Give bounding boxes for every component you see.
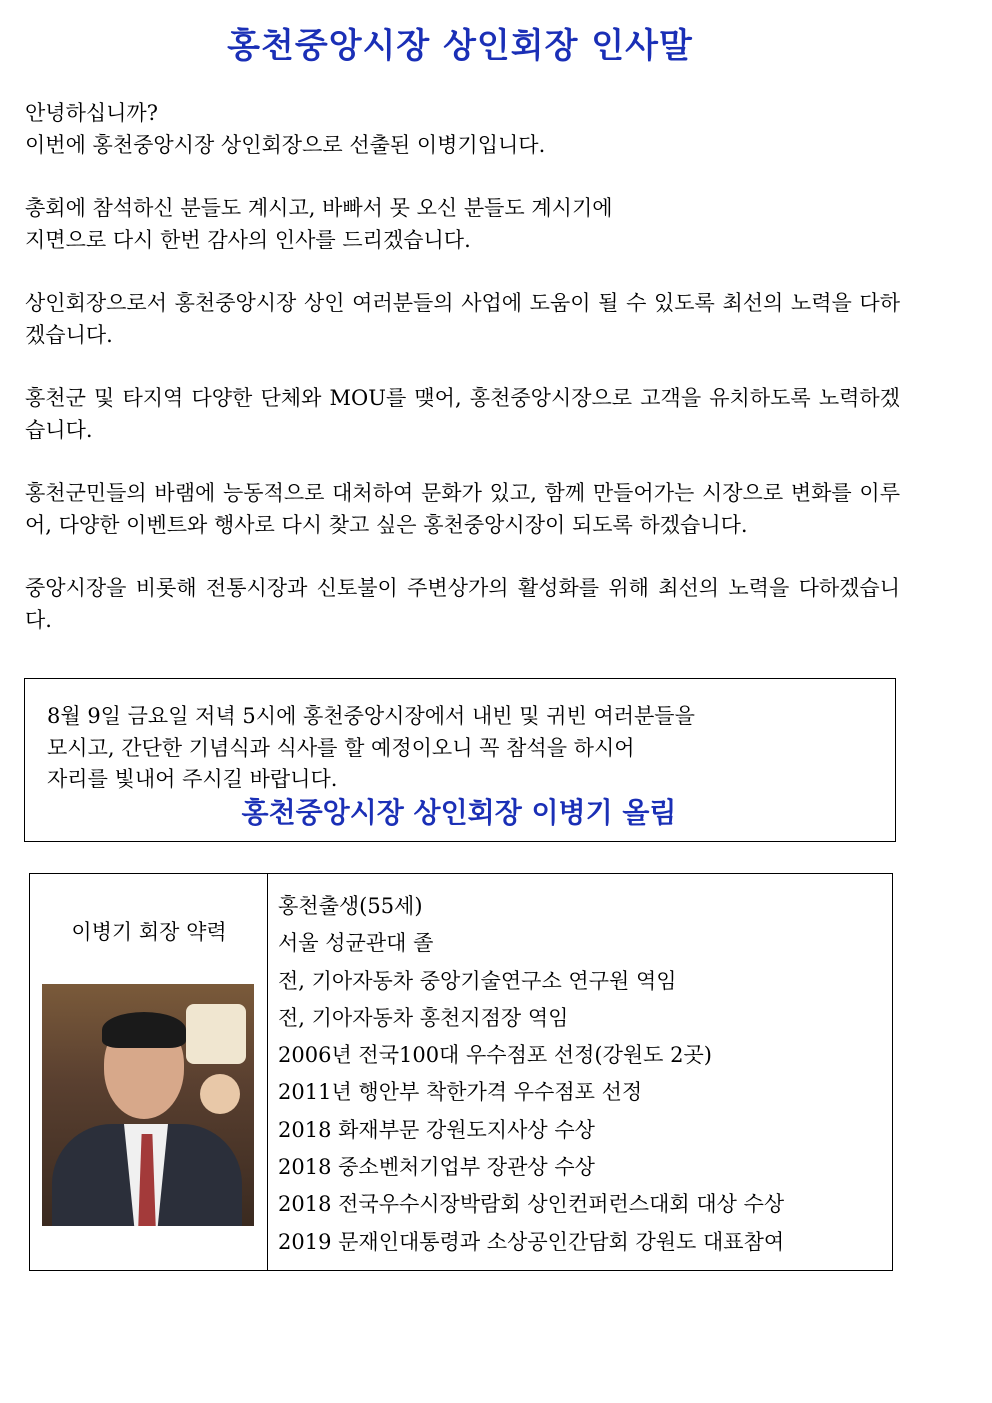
page-title: 홍천중앙시장 상인회장 인사말 bbox=[227, 26, 693, 66]
profile-heading: 이병기 회장 약력 bbox=[71, 920, 227, 944]
list-item: 2018 전국우수시장박람회 상인컨퍼런스대회 대상 수상 bbox=[278, 1192, 785, 1217]
profile-left-cell bbox=[30, 874, 268, 1270]
list-item: 2019 문재인대통령과 소상공인간담회 강원도 대표참여 bbox=[278, 1229, 785, 1254]
hair-image bbox=[102, 1012, 186, 1048]
shop-sign-image bbox=[186, 1004, 246, 1064]
invitation-box bbox=[24, 678, 896, 842]
list-item: 서울 성균관대 졸 bbox=[278, 931, 434, 956]
profile-table bbox=[29, 873, 893, 1271]
lamp-image bbox=[200, 1074, 240, 1114]
career-list bbox=[278, 888, 878, 1261]
list-item: 2018 화재부문 강원도지사상 수상 bbox=[278, 1117, 595, 1142]
greeting-body bbox=[25, 98, 900, 668]
paragraph: 중앙시장을 비롯해 전통시장과 신토불이 주변상가의 활성화를 위해 최선의 노력을 다하겠습니다. bbox=[25, 576, 900, 632]
list-item: 전, 기아자동차 중앙기술연구소 연구원 역임 bbox=[278, 968, 677, 993]
paragraph: 총회에 참석하신 분들도 계시고, 바빠서 못 오신 분들도 계시기에 지면으로 다시 한번 감사의 인사를 드리겠습니다. bbox=[25, 196, 613, 252]
list-item: 홍천출생(55세) bbox=[278, 894, 423, 918]
portrait-photo bbox=[42, 984, 254, 1226]
paragraph: 홍천군 및 타지역 다양한 단체와 MOU를 맺어, 홍천중앙시장으로 고객을 유치하도록 노력하겠습니다. bbox=[25, 386, 900, 442]
paragraph: 상인회장으로서 홍천중앙시장 상인 여러분들의 사업에 도움이 될 수 있도록 최선의 노력을 다하겠습니다. bbox=[25, 291, 900, 347]
list-item: 2011년 행안부 착한가격 우수점포 선정 bbox=[278, 1080, 643, 1105]
list-item: 2006년 전국100대 우수점포 선정(강원도 2곳) bbox=[278, 1043, 712, 1068]
list-item: 2018 중소벤처기업부 장관상 수상 bbox=[278, 1155, 595, 1180]
list-item: 전, 기아자동차 홍천지점장 역임 bbox=[278, 1005, 569, 1030]
signature: 홍천중앙시장 상인회장 이병기 올림 bbox=[241, 796, 677, 829]
paragraph: 홍천군민들의 바램에 능동적으로 대처하여 문화가 있고, 함께 만들어가는 시장으로 변화를 이루어, 다양한 이벤트와 행사로 다시 찾고 싶은 홍천중앙시장이 되도록 하겠습니다. bbox=[25, 481, 900, 537]
paragraph: 안녕하십니까? 이번에 홍천중앙시장 상인회장으로 선출된 이병기입니다. bbox=[25, 101, 546, 157]
invitation-text: 8월 9일 금요일 저녁 5시에 홍천중앙시장에서 내빈 및 귀빈 여러분들을 모시고, 간단한 기념식과 식사를 할 예정이오니 꼭 참석을 하시어 자리를 빛내어 주시길 바랍니다. bbox=[47, 704, 695, 791]
